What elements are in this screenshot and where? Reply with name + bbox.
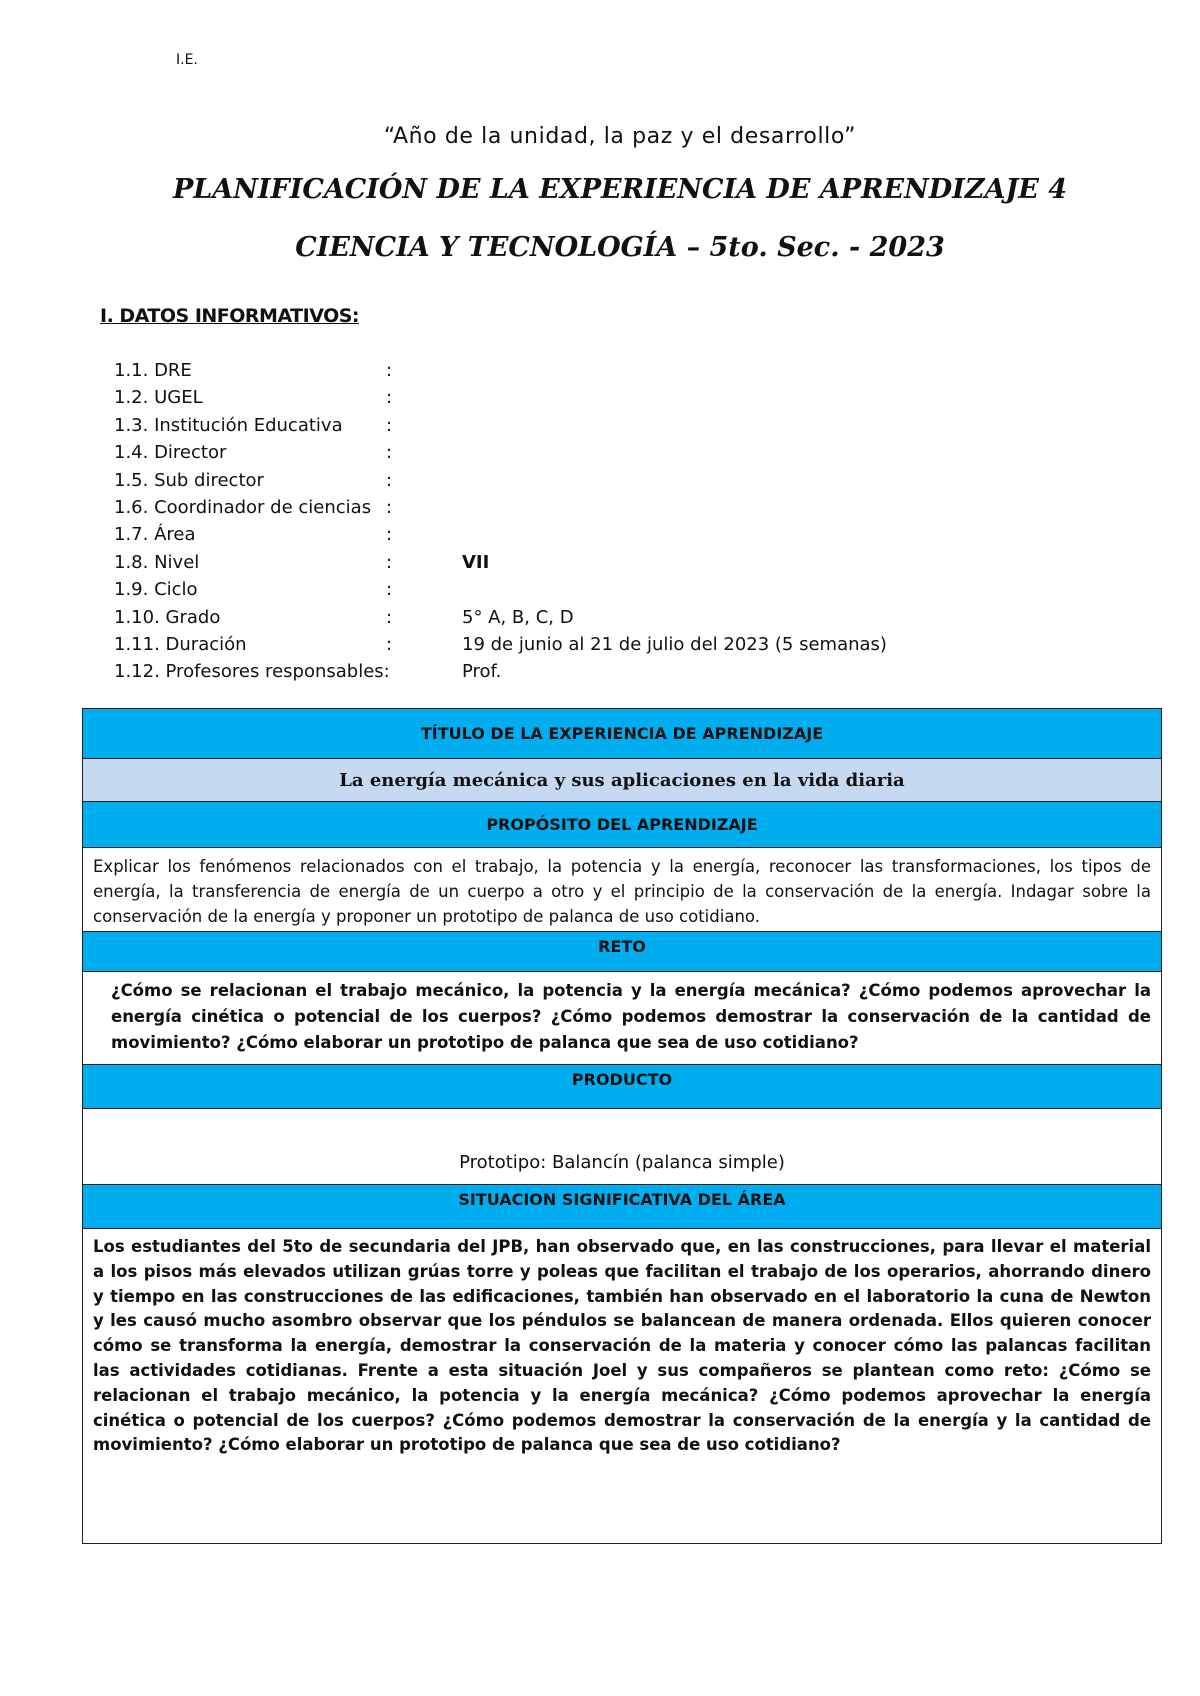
info-label: 1.9. Ciclo [114,579,198,601]
info-label: 1.12. Profesores responsables: [114,661,390,683]
document-subtitle: CIENCIA Y TECNOLOGÍA – 5to. Sec. - 2023 [295,232,945,263]
info-colon: : [386,360,393,381]
info-colon: : [386,633,393,655]
info-row-grado [114,604,1014,631]
info-label: 1.11. Duración [114,633,247,655]
info-row-subdirector [114,467,1014,494]
info-colon: : [386,579,393,601]
experience-table [82,708,1162,1544]
info-value: 5° A, B, C, D [462,606,574,628]
info-label: 1.10. Grado [114,606,221,628]
info-label: 1.8. Nivel [114,551,200,573]
info-row-duracion [114,631,1014,658]
info-colon: : [386,606,393,628]
info-row-ugel [114,384,1014,411]
info-colon: : [386,387,393,409]
document-title: PLANIFICACIÓN DE LA EXPERIENCIA DE APRENDIZAJE 4 [172,174,1068,205]
reto-text: ¿Cómo se relacionan el trabajo mecánico, la potencia y la energía mecánica? ¿Cómo podemos aprovechar la energía cinética o potencial de los cuerpos? ¿Cómo podemos demostrar la conservación de la cantidad de movimiento? ¿Cómo elaborar un prototipo de palanca que sea de uso cotidiano? [83,972,1161,1065]
datos-informativos-heading: I. DATOS INFORMATIVOS: [100,305,360,327]
info-label: 1.2. UGEL [114,387,203,409]
info-row-institucion [114,412,1014,439]
titulo-header: TÍTULO DE LA EXPERIENCIA DE APRENDIZAJE [83,709,1161,759]
info-colon: : [386,442,393,464]
year-motto: “Año de la unidad, la paz y el desarrollo” [383,124,857,149]
datos-informativos-list [114,357,1014,686]
proposito-header: PROPÓSITO DEL APRENDIZAJE [83,802,1161,848]
info-label: 1.1. DRE [114,360,192,381]
proposito-text: Explicar los fenómenos relacionados con el trabajo, la potencia y la energía, reconocer las transformaciones, los tipos de energía, la transferencia de energía de un cuerpo a otro y el principio de la conservación de la energía. Indagar sobre la conservación de la energía y proponer un prototipo de palanca de uso cotidiano. [83,848,1161,932]
situacion-header: SITUACION SIGNIFICATIVA DEL ÁREA [83,1185,1161,1229]
info-label: 1.6. Coordinador de ciencias [114,496,372,518]
info-colon: : [386,414,393,436]
situacion-text: Los estudiantes del 5to de secundaria del JPB, han observado que, en las construcciones, para llevar el material a los pisos más elevados utilizan grúas torre y poleas que facilitan el trabajo de los operarios, ahorrando dinero y tiempo en las construcciones de las edificaciones, también han observado en el laboratorio la cuna de Newton y les causó mucho asombro observar que los péndulos se balancean de manera ordenada. Ellos quieren conocer cómo se transforma la energía, demostrar la conservación de la materia y conocer cómo las palancas facilitan las actividades cotidianas. Frente a esta situación Joel y sus compañeros se plantean como reto: ¿Cómo se relacionan el trabajo mecánico, la potencia y la energía mecánica? ¿Cómo podemos aprovechar la energía cinética o potencial de los cuerpos? ¿Cómo podemos demostrar la conservación de la energía y la cantidad de movimiento? ¿Cómo elaborar un prototipo de palanca que sea de uso cotidiano? [93,1237,1151,1455]
info-label: 1.5. Sub director [114,469,264,491]
info-value: 19 de junio al 21 de julio del 2023 (5 semanas) [462,633,887,655]
info-row-director [114,439,1014,466]
info-label: 1.7. Área [114,524,196,546]
producto-header: PRODUCTO [83,1065,1161,1109]
reto-header: RETO [83,932,1161,972]
info-row-ciclo [114,576,1014,603]
info-label: 1.3. Institución Educativa [114,414,343,436]
info-colon: : [386,551,393,573]
info-colon: : [386,524,393,546]
producto-text: Prototipo: Balancín (palanca simple) [83,1109,1161,1185]
institution-label: I.E. [176,52,198,68]
info-colon: : [386,469,393,491]
info-label: 1.4. Director [114,442,227,464]
info-colon: : [386,496,393,518]
info-row-nivel [114,549,1014,576]
info-row-profesores [114,658,1014,685]
titulo-value: La energía mecánica y sus aplicaciones en la vida diaria [83,759,1161,802]
info-row-dre [114,357,1014,384]
info-value: VII [462,551,490,573]
info-value: Prof. [462,661,502,683]
info-row-coordinador [114,494,1014,521]
info-row-area [114,521,1014,548]
